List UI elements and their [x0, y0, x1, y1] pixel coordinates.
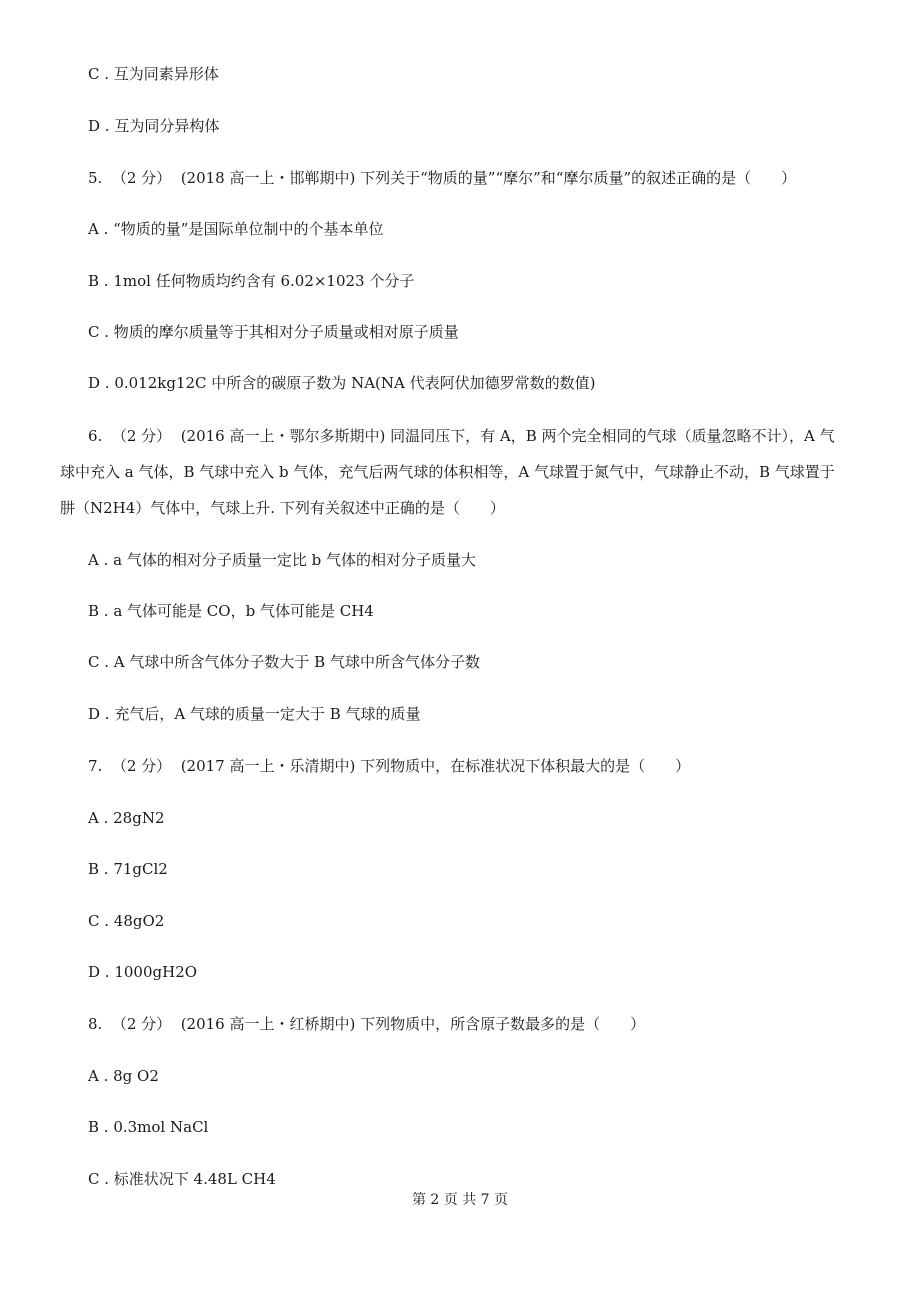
option-d-q6: D . 充气后，A 气球的质量一定大于 B 气球的质量 — [88, 705, 421, 723]
question-6: 6. （2 分） (2016 高一上・鄂尔多斯期中) 同温同压下，有 A，B 两个完全相同的气球（质量忽略不计），A 气 — [88, 427, 835, 445]
option-c-q4: C . 互为同素异形体 — [88, 65, 219, 83]
option-a-q7: A . 28gN2 — [88, 809, 165, 827]
option-a-q6: A . a 气体的相对分子质量一定比 b 气体的相对分子质量大 — [88, 551, 476, 569]
option-b-q5: B . 1mol 任何物质均约含有 6.02×1023 个分子 — [88, 272, 415, 290]
option-c-q6: C . A 气球中所含气体分子数大于 B 气球中所含气体分子数 — [88, 653, 480, 671]
option-a-q8: A . 8g O2 — [88, 1067, 159, 1085]
question-5: 5. （2 分） (2018 高一上・邯郸期中) 下列关于“物质的量”“摩尔”和“摩尔质量”的叙述正确的是（ ） — [88, 169, 797, 187]
option-c-q8: C . 标准状况下 4.48L CH4 — [88, 1170, 276, 1188]
question-7: 7. （2 分） (2017 高一上・乐清期中) 下列物质中，在标准状况下体积最大的是（ ） — [88, 757, 691, 775]
question-6-line-2: 球中充入 a 气体，B 气球中充入 b 气体，充气后两气球的体积相等，A 气球置于氮气中，气球静止不动，B 气球置于 — [60, 463, 835, 481]
option-d-q4: D . 互为同分异构体 — [88, 117, 220, 135]
question-6-line-3: 肼（N2H4）气体中，气球上升. 下列有关叙述中正确的是（ ） — [60, 499, 505, 517]
option-d-q5: D . 0.012kg12C 中所含的碳原子数为 NA(NA 代表阿伏加德罗常数的数值) — [88, 374, 596, 392]
option-b-q6: B . a 气体可能是 CO，b 气体可能是 CH4 — [88, 602, 374, 620]
question-8: 8. （2 分） (2016 高一上・红桥期中) 下列物质中，所含原子数最多的是（ ） — [88, 1015, 646, 1033]
option-b-q8: B . 0.3mol NaCl — [88, 1118, 209, 1136]
option-b-q7: B . 71gCl2 — [88, 860, 168, 878]
option-a-q5: A . “物质的量”是国际单位制中的个基本单位 — [88, 220, 384, 238]
option-d-q7: D . 1000gH2O — [88, 963, 198, 981]
option-c-q7: C . 48gO2 — [88, 912, 165, 930]
option-c-q5: C . 物质的摩尔质量等于其相对分子质量或相对原子质量 — [88, 323, 459, 341]
page-footer: 第 2 页 共 7 页 — [411, 1192, 509, 1208]
